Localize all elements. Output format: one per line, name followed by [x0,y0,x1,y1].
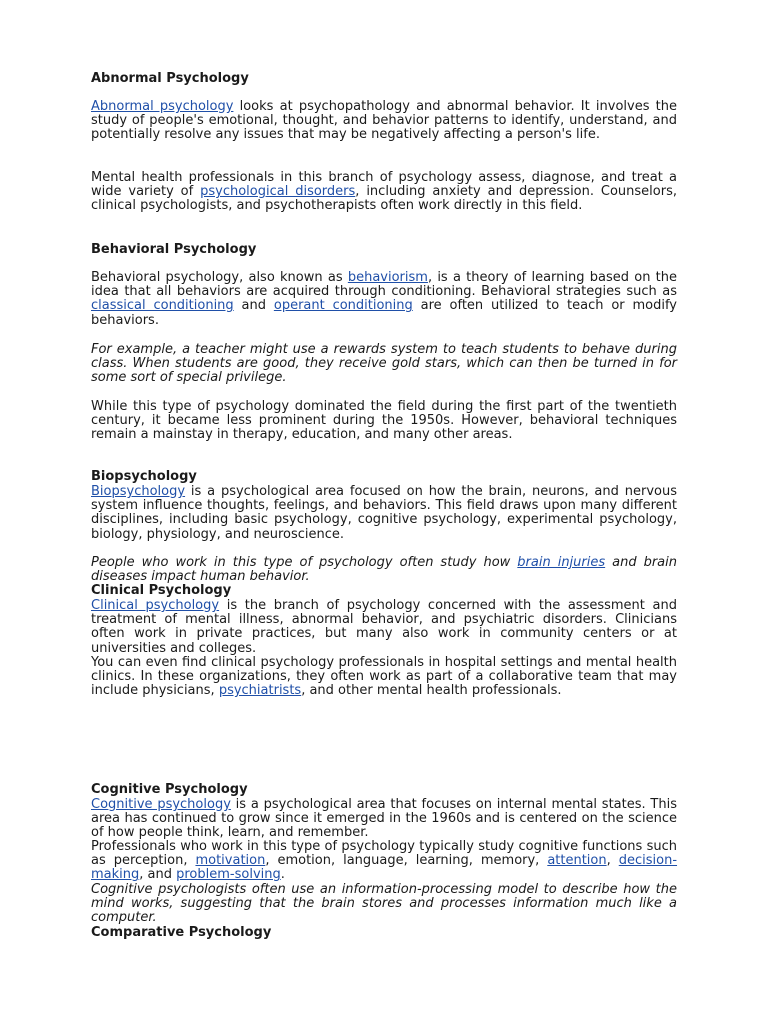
link-clinical-psychology[interactable]: Clinical psychology [91,598,220,613]
paragraph-abnormal-professionals: Mental health professionals in this branch of psychology assess, diagnose, and treat a wide variety of psychological disorders, including anxiety and depression. Counselors, clinical psychologists, and psychotherapists often work directly in this field. [91,170,677,214]
paragraph-behavioral-history: While this type of psychology dominated the field during the first part of the twentieth century, it became less prominent during the 1950s. However, behavioral techniques remain a mainstay in therapy, education, and many other areas. [91,399,677,443]
link-psychological-disorders[interactable]: psychological disorders [200,184,356,200]
link-abnormal-psychology[interactable]: Abnormal psychology [91,99,234,114]
paragraph-cognitive-model: Cognitive psychologists often use an information-processing model to describe how the mind works, suggesting that the brain stores and processes information much like a computer. [91,882,677,926]
paragraph-clinical-settings: You can even find clinical psychology professionals in hospital settings and mental health clinics. In these organizations, they often work as part of a collaborative team that may include physicians, psychiatrists, and other mental health professionals. [91,655,677,699]
paragraph-cognitive-functions: Professionals who work in this type of psychology typically study cognitive functions such as perception, motivation, emotion, language, learning, memory, attention, decision-making, and problem-solving. [91,839,678,883]
heading-biopsychology: Biopsychology [91,469,197,484]
link-classical-conditioning[interactable]: classical conditioning [91,298,234,314]
heading-comparative-psychology: Comparative Psychology [91,925,272,940]
paragraph-biopsychology-study: People who work in this type of psychology often study how brain injuries and brain diseases impact human behavior. [91,555,677,585]
heading-cognitive-psychology: Cognitive Psychology [91,782,248,797]
link-behaviorism[interactable]: behaviorism [347,270,428,285]
link-cognitive-psychology[interactable]: Cognitive psychology [91,797,231,812]
link-psychiatrists[interactable]: psychiatrists [218,683,302,699]
paragraph-cognitive-intro: Cognitive psychology is a psychological area that focuses on internal mental states. This area has continued to grow since it emerged in the 1960s and is centered on the science of how people think, learn, and remember. [91,797,677,841]
paragraph-behavioral-intro: Behavioral psychology, also known as behaviorism, is a theory of learning based on the idea that all behaviors are acquired through conditioning. Behavioral strategies such as classical conditioning and operant conditioning are often utilized to teach or modify behaviors. [91,270,678,328]
link-operant-conditioning[interactable]: operant conditioning [273,298,413,314]
paragraph-abnormal-intro: Abnormal psychology looks at psychopathology and abnormal behavior. It involves the study of people's emotional, thought, and behavior patterns to identify, understand, and potentially resolve any issues that may be negatively affecting a person's life. [91,99,677,143]
link-problem-solving[interactable]: problem-solving [176,867,281,883]
link-biopsychology[interactable]: Biopsychology [91,484,186,499]
link-decision-making[interactable]: decision-making [91,853,678,883]
link-motivation[interactable]: motivation [195,853,266,869]
heading-behavioral-psychology: Behavioral Psychology [91,242,257,257]
heading-clinical-psychology: Clinical Psychology [91,583,232,598]
link-attention[interactable]: attention [547,853,607,869]
link-brain-injuries[interactable]: brain injuries [517,555,606,570]
paragraph-clinical-intro: Clinical psychology is the branch of psychology concerned with the assessment and treatment of mental illness, abnormal behavior, and psychiatric disorders. Clinicians often work in private practices, but many also work in community centers or at universities and colleges. [91,598,677,656]
heading-abnormal-psychology: Abnormal Psychology [91,71,249,86]
paragraph-biopsychology-intro: Biopsychology is a psychological area focused on how the brain, neurons, and nervous system influence thoughts, feelings, and behaviors. This field draws upon many different disciplines, including basic psychology, cognitive psychology, experimental psychology, biology, physiology, and neuroscience. [91,484,677,542]
paragraph-behavioral-example: For example, a teacher might use a rewards system to teach students to behave during class. When students are good, they receive gold stars, which can then be turned in for some sort of special privilege. [91,342,677,386]
